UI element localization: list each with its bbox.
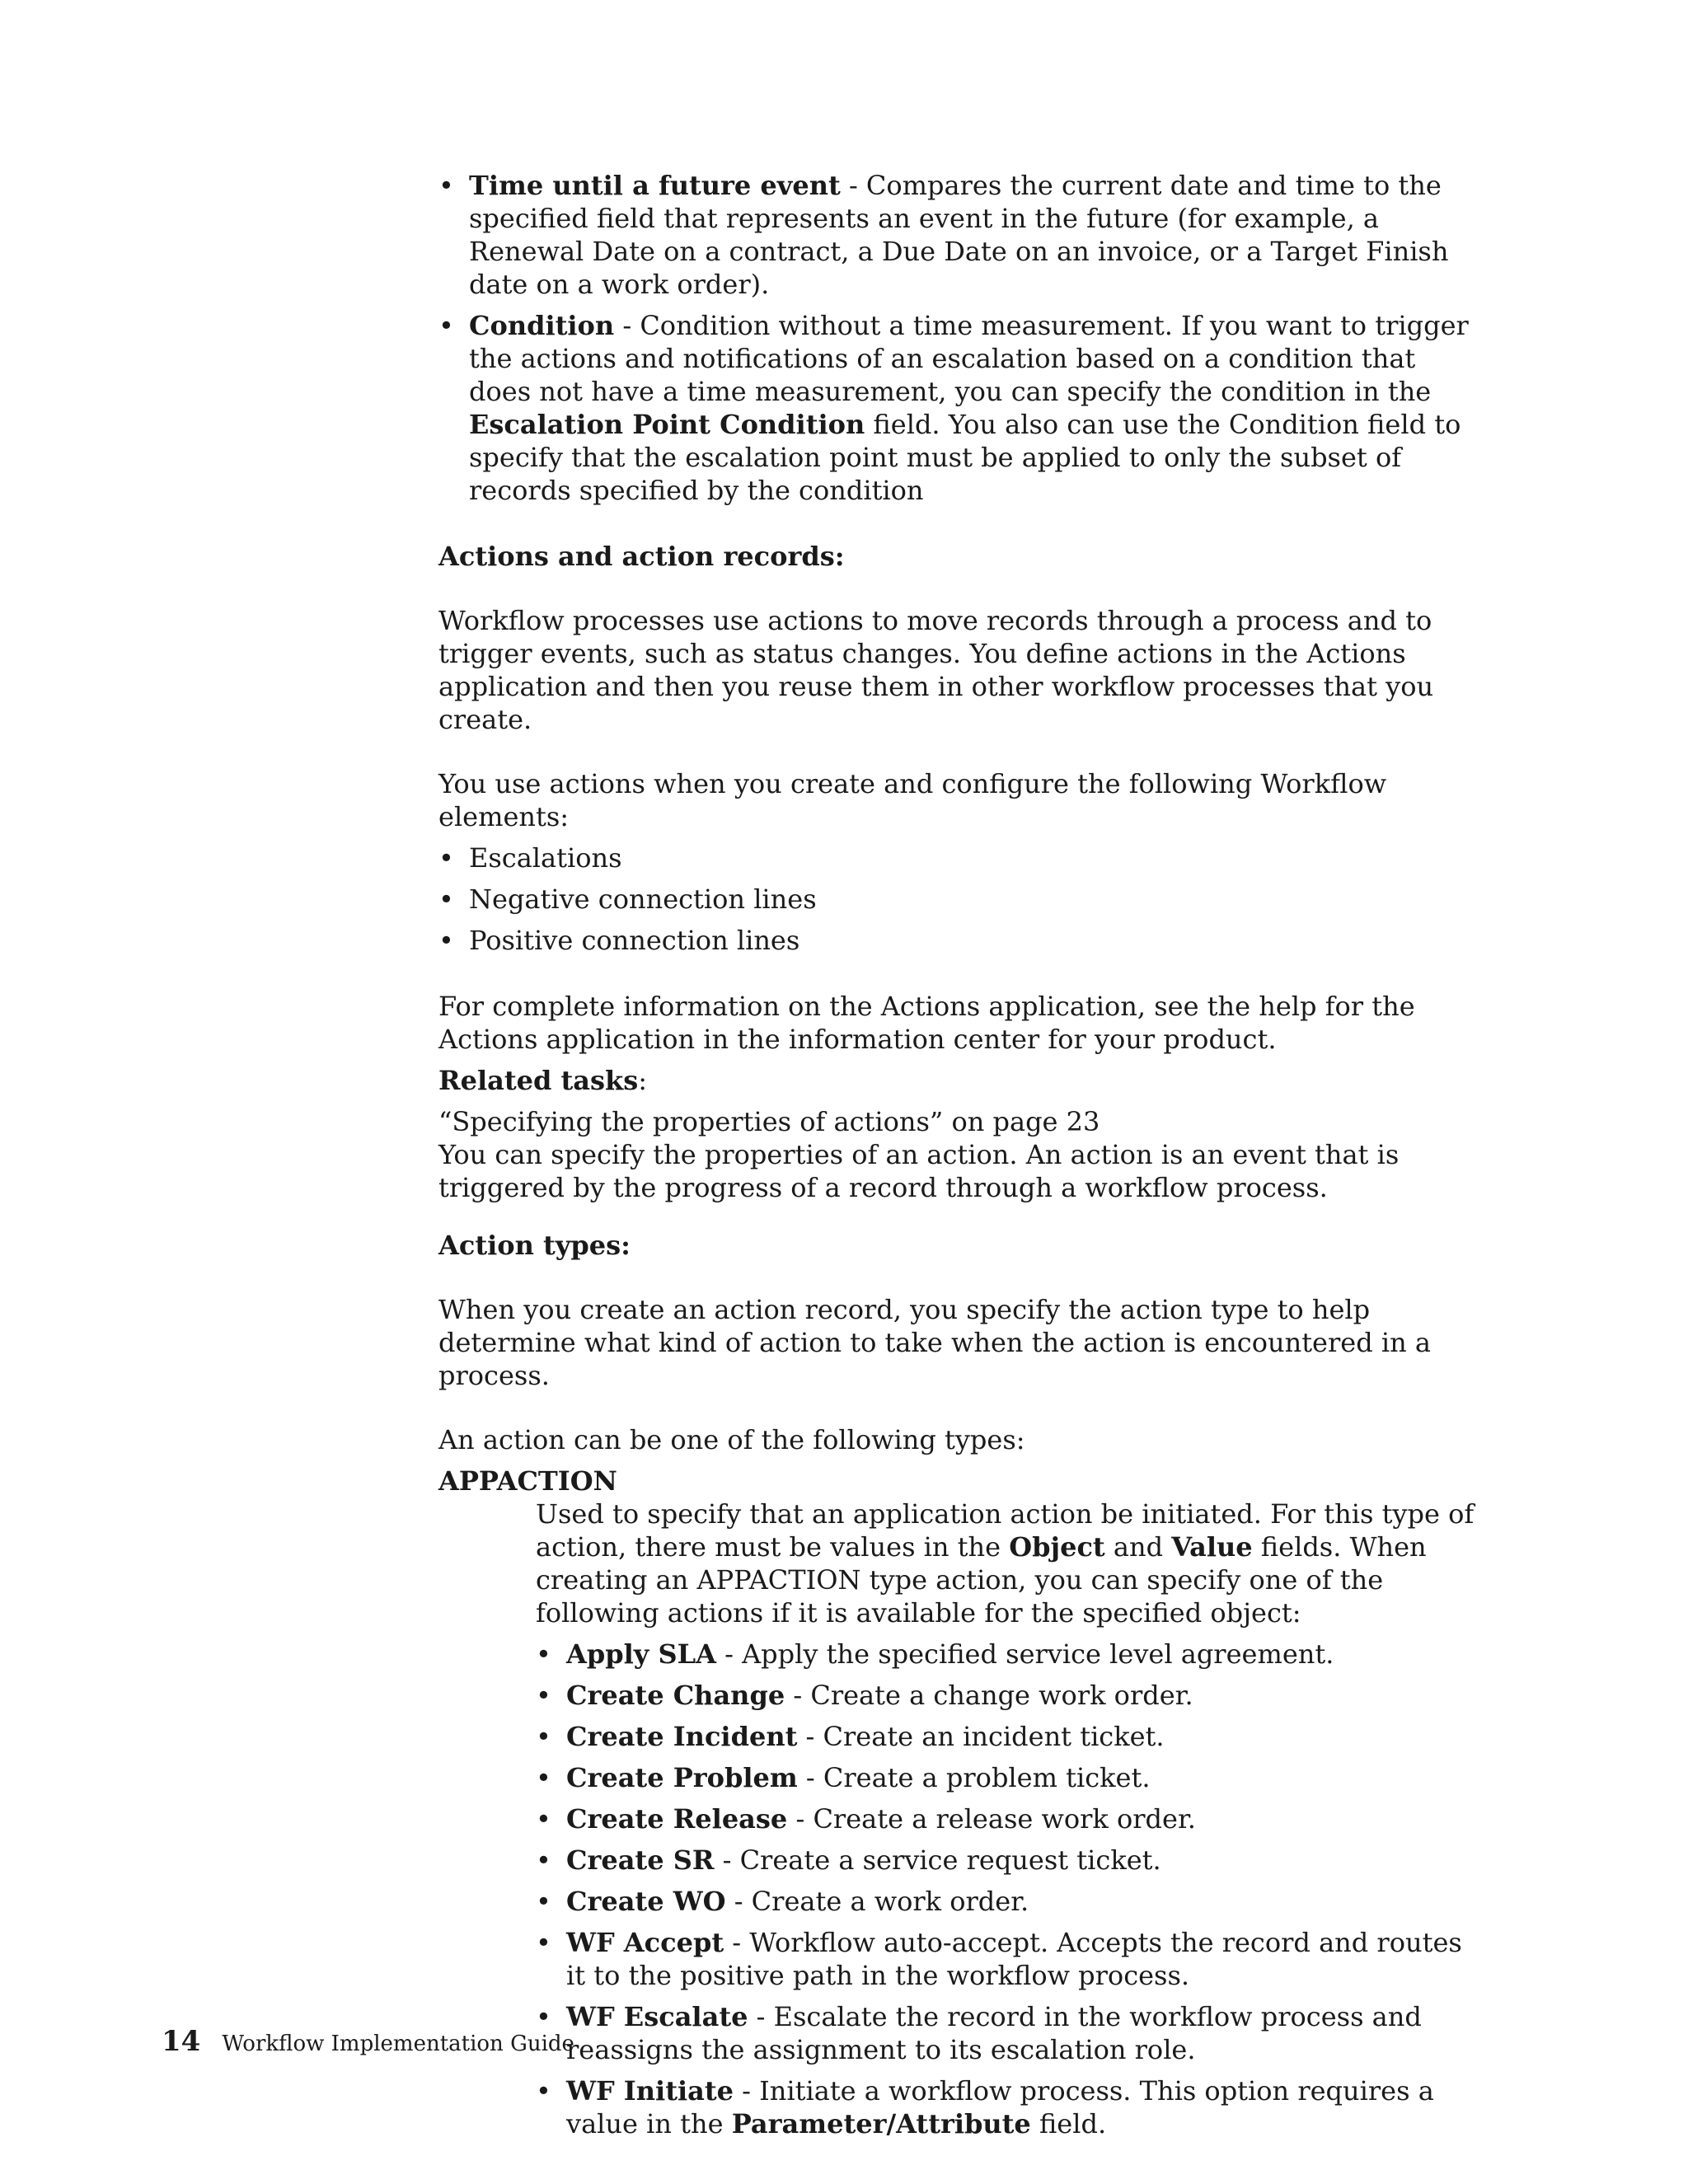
list-item: • Positive connection lines xyxy=(438,924,1479,957)
related-task-link[interactable]: “Specifying the properties of actions” on page 23 xyxy=(438,1106,1100,1137)
list-item: • Create Release - Create a release work order. xyxy=(536,1802,1479,1835)
appaction-term: APPACTION xyxy=(438,1465,617,1497)
list-item: • WF Accept - Workflow auto-accept. Accepts the record and routes it to the positive path in the workflow process. xyxy=(536,1926,1479,1992)
list-item: • Create Change - Create a change work order. xyxy=(536,1679,1479,1712)
page-footer xyxy=(162,2025,574,2058)
list-item: • Condition - Condition without a time measurement. If you want to trigger the actions and notifications of an escalation based on a condition that does not have a time measurement, you can specify the condition in the Escalation Point Condition field. You also can use the Condition field to specify that the escalation point must be applied to only the subset of records specified by the condition xyxy=(438,309,1479,507)
list-item: • WF Escalate - Escalate the record in the workflow process and reassigns the assignment to its escalation role. xyxy=(536,2000,1479,2066)
action-types-intro: An action can be one of the following types: xyxy=(438,1424,1025,1455)
list-item: • Create WO - Create a work order. xyxy=(536,1885,1479,1918)
list-item: • Escalations xyxy=(438,841,1479,874)
list-item: • Negative connection lines xyxy=(438,883,1479,916)
action-types-paragraph: When you create an action record, you specify the action type to help determine what kind of action to take when the action is encountered in a process. xyxy=(438,1294,1431,1391)
list-item: • Apply SLA - Apply the specified service level agreement. xyxy=(536,1638,1479,1671)
list-item: • Time until a future event - Compares the current date and time to the specified field that represents an event in the future (for example, a Renewal Date on a contract, a Due Date on an invoice, or a Target Finish date on a work order). xyxy=(438,169,1479,301)
list-item: • Create Incident - Create an incident ticket. xyxy=(536,1720,1479,1753)
list-item: • WF Initiate - Initiate a workflow process. This option requires a value in the Parameter/Attribute field. xyxy=(536,2074,1479,2140)
escalation-bullet-list xyxy=(438,169,1479,507)
action-types-heading: Action types: xyxy=(438,1230,631,1261)
list-item: • Create SR - Create a service request ticket. xyxy=(536,1844,1479,1877)
workflow-elements-list xyxy=(438,841,1479,957)
page-body xyxy=(438,169,1479,2149)
actions-paragraph: Workflow processes use actions to move records through a process and to trigger events, such as status changes. You define actions in the Actions application and then you reuse them in other workflow processes that you create. xyxy=(438,605,1434,735)
related-task-description: You can specify the properties of an action. An action is an event that is triggered by the progress of a record through a workflow process. xyxy=(438,1139,1400,1203)
appaction-description: Used to specify that an application action be initiated. For this type of action, there must be values in the Object and Value fields. When creating an APPACTION type action, you can specify one of the following actions if it is available for the specified object: xyxy=(536,1498,1475,1629)
appaction-definition xyxy=(438,1497,1479,2140)
appaction-options-list xyxy=(536,1638,1479,2140)
list-item: • Create Problem - Create a problem ticket. xyxy=(536,1761,1479,1794)
document-title: Workflow Implementation Guide xyxy=(222,2032,574,2056)
page-number: 14 xyxy=(162,2025,201,2058)
actions-elements-intro: You use actions when you create and configure the following Workflow elements: xyxy=(438,768,1387,832)
actions-reference-paragraph: For complete information on the Actions application, see the help for the Actions application in the information center for your product. xyxy=(438,991,1415,1055)
related-tasks-label: Related tasks: xyxy=(438,1065,647,1096)
actions-heading: Actions and action records: xyxy=(438,541,845,572)
